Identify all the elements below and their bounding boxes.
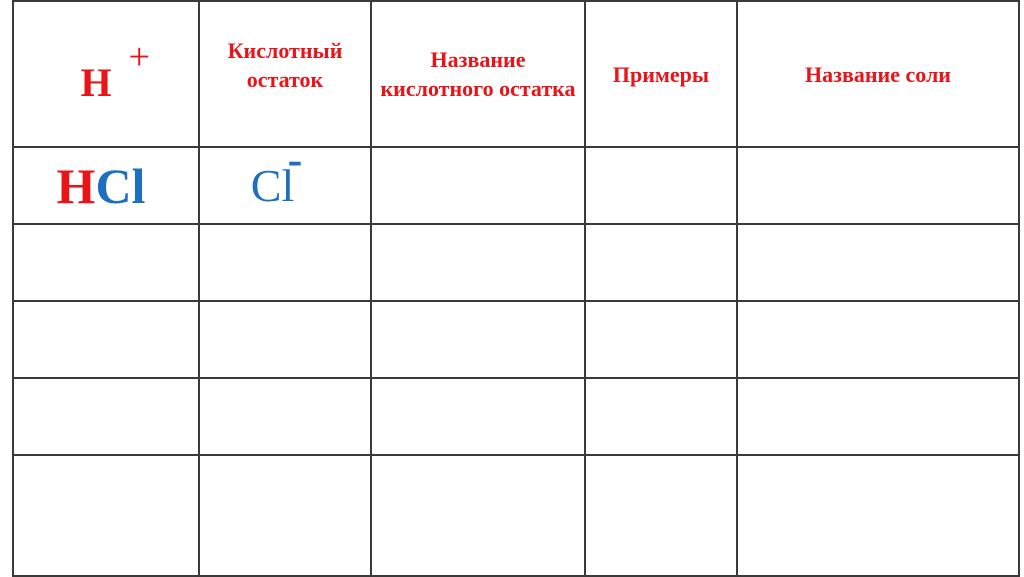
table-cell [585, 301, 737, 378]
table-cell [371, 378, 585, 455]
table-cell [199, 455, 371, 576]
table-cell [585, 224, 737, 301]
header-acid-residue: Кислотный остаток [199, 1, 371, 147]
table-cell [737, 378, 1019, 455]
table-row [13, 147, 1019, 224]
table-cell [585, 378, 737, 455]
hydrogen-ion [80, 36, 150, 105]
acid-formula [57, 158, 146, 214]
table-cell [737, 224, 1019, 301]
header-salt-name: Название соли [737, 1, 1019, 147]
header-hydrogen-ion [13, 1, 199, 147]
table-cell [199, 224, 371, 301]
table-header-row [13, 1, 1019, 147]
table-cell [371, 455, 585, 576]
table-cell [737, 301, 1019, 378]
table-cell [199, 378, 371, 455]
cell-acid-formula [13, 147, 199, 224]
table-cell [737, 455, 1019, 576]
residue-ion [250, 134, 303, 211]
table-row [13, 301, 1019, 378]
table-cell [371, 224, 585, 301]
table-cell [13, 455, 199, 576]
table-cell [13, 224, 199, 301]
cell-salt-name [737, 147, 1019, 224]
header-examples: Примеры [585, 1, 737, 147]
header-residue-name: Название кислотного остатка [371, 1, 585, 147]
table-cell [13, 378, 199, 455]
cell-residue-name [371, 147, 585, 224]
cell-examples [585, 147, 737, 224]
hydrogen-symbol: H [80, 60, 112, 105]
table-row [13, 455, 1019, 576]
table-cell [13, 301, 199, 378]
table-row [13, 378, 1019, 455]
table-cell [371, 301, 585, 378]
cell-residue [199, 134, 371, 224]
table-cell [585, 455, 737, 576]
hydrogen-charge: + [128, 36, 150, 78]
formula-hydrogen: H [56, 157, 96, 214]
formula-residue: Cl [95, 157, 146, 214]
table-cell [199, 301, 371, 378]
acid-residue-table [12, 0, 1020, 577]
residue-charge: - [287, 134, 303, 184]
residue-symbol: Cl [250, 159, 295, 211]
table-row [13, 224, 1019, 301]
